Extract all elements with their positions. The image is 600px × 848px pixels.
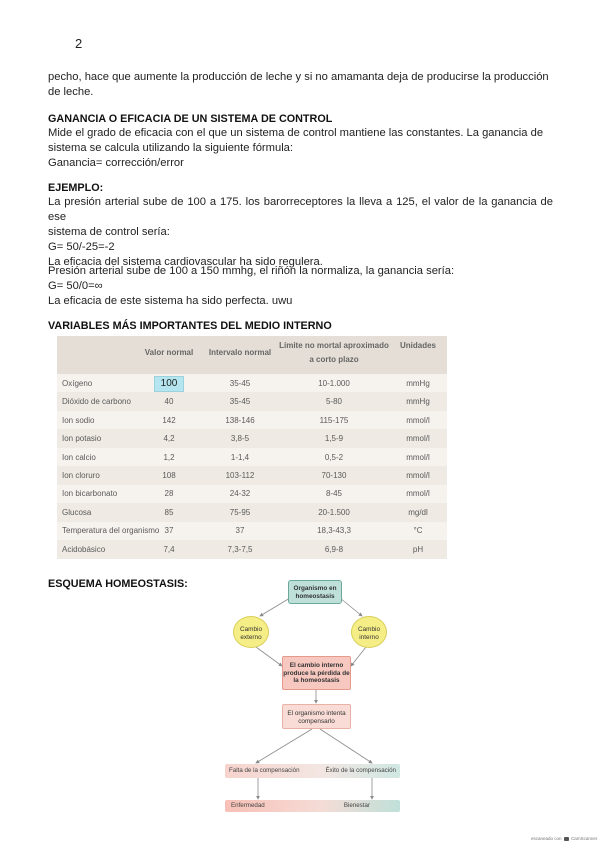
cell-normal: 7,4 <box>163 544 175 554</box>
arrow-external-to-change <box>256 647 282 666</box>
change-line-3: la homeostasis <box>293 677 340 684</box>
variables-heading: VARIABLES MÁS IMPORTANTES DEL MEDIO INTERNO <box>48 320 332 332</box>
ganancia-heading: GANANCIA O EFICACIA DE UN SISTEMA DE CONTROL <box>48 113 333 125</box>
cell-normal: 37 <box>164 526 174 536</box>
label-illness: Enfermedad <box>231 802 265 809</box>
header-limit-line-1: Límite no mortal aproximado <box>279 341 389 350</box>
node-compensation <box>282 704 351 729</box>
cell-limit: 20-1.500 <box>318 507 350 517</box>
cell-units: mmHg <box>406 379 430 388</box>
int-line-1: Cambio <box>357 626 381 633</box>
cell-name: Ion cloruro <box>62 471 100 480</box>
cell-units: mg/dl <box>408 507 428 517</box>
intro-line-2: de leche. <box>48 86 94 98</box>
node-result-bar <box>225 800 400 812</box>
ejemplo-line-1: La presión arterial sube de 100 a 175. los barorreceptores la lleva a 125, el valor de la ganancia de ese <box>48 196 553 223</box>
table-row <box>57 429 447 448</box>
cell-name: Dióxido de carbono <box>62 397 131 407</box>
cell-interval: 103-112 <box>225 471 255 480</box>
table-row <box>57 503 447 522</box>
cell-name: Ion calcio <box>62 452 96 462</box>
cell-name: Oxígeno <box>62 379 93 388</box>
cell-units: pH <box>412 544 424 554</box>
cell-interval: 35-45 <box>229 397 251 407</box>
cell-interval: 7,3-7,5 <box>227 544 253 554</box>
cell-limit: 115-175 <box>319 415 349 425</box>
cell-units: mmol/l <box>406 489 430 499</box>
ejemplo2-conclusion: La eficacia de este sistema ha sido perfecta. uwu <box>48 295 293 307</box>
ext-line-1: Cambio <box>239 626 263 633</box>
cell-normal: 142 <box>162 415 176 425</box>
cell-interval: 3,8-5 <box>230 434 250 444</box>
change-line-1: El cambio interno <box>289 662 344 669</box>
cell-interval: 138-146 <box>225 415 255 425</box>
int-line-2: interno <box>359 633 379 641</box>
ejemplo-conclusion: La eficacia del sistema cardiovascular ha sido regulera. <box>48 256 323 268</box>
cell-limit: 70-130 <box>321 471 347 480</box>
table-row <box>57 374 447 393</box>
header-normal: Valor normal <box>144 348 194 357</box>
arrow-org-to-internal <box>340 598 362 616</box>
camscanner-footer <box>531 836 597 841</box>
page-number: 2 <box>75 36 83 51</box>
node-loss-homeostasis <box>282 656 351 690</box>
variables-table <box>57 336 447 558</box>
change-line-2: produce la pérdida de <box>283 669 350 677</box>
cell-normal: 40 <box>164 397 174 407</box>
cell-units: °C <box>413 526 423 536</box>
table-row <box>57 521 447 540</box>
cell-name: Ion sodio <box>62 415 95 425</box>
header-units: Unidades <box>399 341 436 350</box>
cell-interval: 37 <box>235 526 245 536</box>
cell-units: mmol/l <box>406 471 430 480</box>
table-row <box>57 392 447 411</box>
cell-limit: 6,9-8 <box>324 544 344 554</box>
table-row <box>57 448 447 467</box>
cell-limit: 5-80 <box>325 397 342 407</box>
ejemplo2-paragraph <box>48 264 553 309</box>
cell-normal <box>139 374 199 393</box>
table-row <box>57 411 447 430</box>
arrow-comp-to-success <box>320 729 372 763</box>
node-homeostasis <box>288 580 342 604</box>
table-header <box>57 336 447 374</box>
cell-limit: 8-45 <box>325 489 342 499</box>
cell-limit: 1,5-9 <box>324 434 344 444</box>
cell-limit: 0,5-2 <box>324 452 344 462</box>
org-line-1: Organismo en <box>293 585 337 592</box>
node-outcome-bar <box>225 764 400 778</box>
cell-normal: 1,2 <box>163 452 175 462</box>
diagram-arrows <box>220 572 410 822</box>
cell-normal: 28 <box>164 489 174 499</box>
footer-scanned-label: escaneado con <box>531 836 562 841</box>
cell-interval: 75-95 <box>229 507 251 517</box>
arrow-internal-to-change <box>351 647 366 666</box>
cell-name: Ion bicarbonato <box>62 489 118 499</box>
ejemplo-calc: G= 50/-25=-2 <box>48 241 115 253</box>
table-row <box>57 484 447 503</box>
ejemplo-heading: EJEMPLO: <box>48 182 104 194</box>
highlighted-value: 100 <box>154 376 185 392</box>
ganancia-line-1: Mide el grado de eficacia con el que un sistema de control mantiene las constantes. La ganancia de <box>48 127 544 139</box>
cell-normal: 85 <box>164 507 174 517</box>
ext-line-2: externo <box>240 633 262 641</box>
cell-units: mmol/l <box>406 415 430 425</box>
ganancia-line-2: sistema se calcula utilizando la siguiente fórmula: <box>48 142 294 154</box>
cell-interval: 24-32 <box>229 489 251 499</box>
intro-line-1: pecho, hace que aumente la producción de leche y si no amamanta deja de producirse la producción <box>48 71 549 83</box>
table-row <box>57 540 447 559</box>
ejemplo-paragraph <box>48 195 553 270</box>
comp-line-2: compensarlo <box>298 717 335 725</box>
comp-line-1: El organismo intenta <box>287 710 346 717</box>
cell-interval: 1-1,4 <box>230 452 250 462</box>
arrow-org-to-external <box>260 598 290 616</box>
label-compensation-fail: Falta de la compensación <box>229 767 300 774</box>
header-interval: Intervalo normal <box>208 348 272 357</box>
cell-limit: 18,3-43,3 <box>317 526 351 536</box>
node-internal-change <box>351 616 387 648</box>
ganancia-paragraph <box>48 126 553 171</box>
cell-name: Glucosa <box>62 507 92 517</box>
header-limit-line-2: a corto plazo <box>309 355 359 364</box>
table-row <box>57 466 447 485</box>
ejemplo-line-2: sistema de control sería: <box>48 226 170 238</box>
label-compensation-success: Éxito de la compensación <box>325 767 396 774</box>
ejemplo2-calc: G= 50/0=∞ <box>48 280 103 292</box>
footer-app-name: CamScanner <box>571 836 598 841</box>
ganancia-formula: Ganancia= corrección/error <box>48 157 184 169</box>
cell-units: mmol/l <box>406 452 430 462</box>
cell-normal: 4,2 <box>163 434 175 444</box>
camscanner-icon <box>564 837 569 841</box>
cell-units: mmHg <box>406 397 430 407</box>
cell-normal: 108 <box>162 471 176 480</box>
cell-units: mmol/l <box>406 434 430 444</box>
cell-name: Temperatura del organismo <box>62 526 160 536</box>
header-limit <box>279 339 389 367</box>
label-wellbeing: Bienestar <box>343 802 370 809</box>
esquema-heading: ESQUEMA HOMEOSTASIS: <box>48 578 188 590</box>
cell-interval: 35-45 <box>229 379 251 388</box>
intro-paragraph <box>48 70 553 100</box>
cell-name: Ion potasio <box>62 434 102 444</box>
cell-name: Acidobásico <box>62 544 106 554</box>
arrow-comp-to-fail <box>256 729 312 763</box>
node-external-change <box>233 616 269 648</box>
ejemplo2-line-1: Presión arterial sube de 100 a 150 mmhg, el riñón la normaliza, la ganancia sería: <box>48 265 455 277</box>
org-line-2: homeostasis <box>295 592 335 600</box>
homeostasis-diagram <box>220 572 410 822</box>
cell-limit: 10-1.000 <box>318 379 350 388</box>
